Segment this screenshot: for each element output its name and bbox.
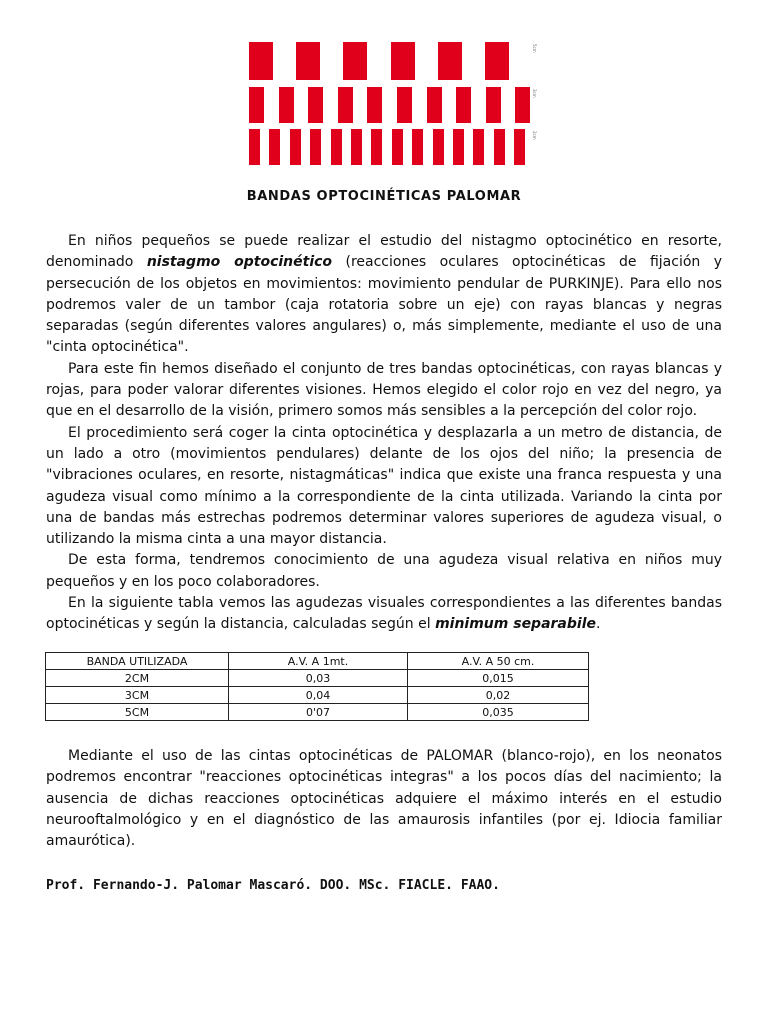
paragraph-3: El procedimiento será coger la cinta optocinética y desplazarla a un metro de distancia, de un lado a otro (movimientos pendulares) delante de los ojos del niño; la presencia de "vibraciones oculares, en resorte, nistagmáticas" indica que existe una franca respuesta y una agudeza visual como mínimo a la correspondiente de la cinta utilizada. Variando la cinta por una de bandas más estrechas podremos determinar valores superiores de agudeza visual, o utilizando la misma cinta a una mayor distancia. (46, 424, 722, 548)
table-cell: 0'07 (229, 704, 408, 721)
table-cell: 0,015 (408, 670, 589, 687)
table-cell: 0,03 (229, 670, 408, 687)
red-stripe (412, 129, 423, 165)
table-cell: 5CM (46, 704, 229, 721)
red-stripe (249, 42, 273, 80)
author-signature: Prof. Fernando-J. Palomar Mascaró. DOO. MSc. FIACLE. FAAO. (46, 878, 500, 893)
table-cell: 3CM (46, 687, 229, 704)
red-stripe (338, 87, 353, 123)
paragraph-4: De esta forma, tendremos conocimiento de una agudeza visual relativa en niños muy pequeños y en los poco colaboradores. (46, 552, 722, 590)
red-stripe (269, 129, 280, 165)
visual-acuity-table (45, 652, 589, 721)
red-stripe (456, 87, 471, 123)
band-2cm (247, 129, 537, 165)
paragraph-1: En niños pequeños se puede realizar el estudio del nistagmo optocinético en resorte, denominado nistagmo optocinético (reacciones oculares optocinéticas de fijación y persecución de los objetos en movimientos: movimiento pendular de PURKINJE). Para ello nos podremos valer de un tambor (caja rotatoria sobre un eje) con rayas blancas y negras separadas (según diferentes valores angulares) o, más simplemente, mediante el uso de una "cinta optocinética". (46, 233, 722, 356)
document-title: BANDAS OPTOCINÉTICAS PALOMAR (246, 189, 522, 204)
red-stripe (367, 87, 382, 123)
red-stripe (473, 129, 484, 165)
red-stripe (427, 87, 442, 123)
table-cell: 0,02 (408, 687, 589, 704)
band-size-label: 5cm (532, 44, 537, 53)
red-stripe (494, 129, 505, 165)
red-stripe (343, 42, 367, 80)
table-row (46, 670, 589, 687)
body-text (46, 231, 722, 636)
closing-paragraph: Mediante el uso de las cintas optocinéticas de PALOMAR (blanco-rojo), en los neonatos podremos encontrar "reacciones optocinéticas integras" a los pocos días del nacimiento; la ausencia de dichas reacciones optocinéticas adquiere el máximo interés en el estudio neurooftalmológico y en el diagnóstico de las amaurosis infantiles (por ej. Idiocia familiar amaurótica). (46, 748, 722, 850)
red-stripe (249, 87, 264, 123)
band-5cm (247, 42, 537, 80)
red-stripe (397, 87, 412, 123)
red-stripe (351, 129, 362, 165)
red-stripe (485, 42, 509, 80)
table-header: A.V. A 1mt. (229, 653, 408, 670)
table-row (46, 704, 589, 721)
red-stripe (438, 42, 462, 80)
red-stripe (433, 129, 444, 165)
red-stripe (514, 129, 525, 165)
red-stripe (486, 87, 501, 123)
red-stripe (296, 42, 320, 80)
red-stripe (308, 87, 323, 123)
red-stripe (249, 129, 260, 165)
band-3cm (247, 87, 537, 123)
band-size-label: 2cm (532, 131, 537, 140)
red-stripe (290, 129, 301, 165)
red-stripe (331, 129, 342, 165)
optokinetic-bands-figure (247, 42, 537, 166)
red-stripe (310, 129, 321, 165)
red-stripe (392, 129, 403, 165)
closing-text (46, 746, 722, 852)
red-stripe (391, 42, 415, 80)
paragraph-2: Para este fin hemos diseñado el conjunto de tres bandas optocinéticas, con rayas blancas y rojas, para poder valorar diferentes visiones. Hemos elegido el color rojo en vez del negro, ya que en el desarrollo de la visión, primero somos más sensibles a la percepción del color rojo. (46, 360, 722, 420)
red-stripe (515, 87, 530, 123)
band-size-label: 3cm (532, 89, 537, 98)
table-cell: 0,04 (229, 687, 408, 704)
table-cell: 2CM (46, 670, 229, 687)
red-stripe (371, 129, 382, 165)
paragraph-5: En la siguiente tabla vemos las agudezas visuales correspondientes a las diferentes bandas optocinéticas y según la distancia, calculadas según el minimum separabile. (46, 595, 722, 633)
table-cell: 0,035 (408, 704, 589, 721)
table-header: A.V. A 50 cm. (408, 653, 589, 670)
red-stripe (453, 129, 464, 165)
red-stripe (279, 87, 294, 123)
table-header: BANDA UTILIZADA (46, 653, 229, 670)
table-header-row (46, 653, 589, 670)
table-row (46, 687, 589, 704)
